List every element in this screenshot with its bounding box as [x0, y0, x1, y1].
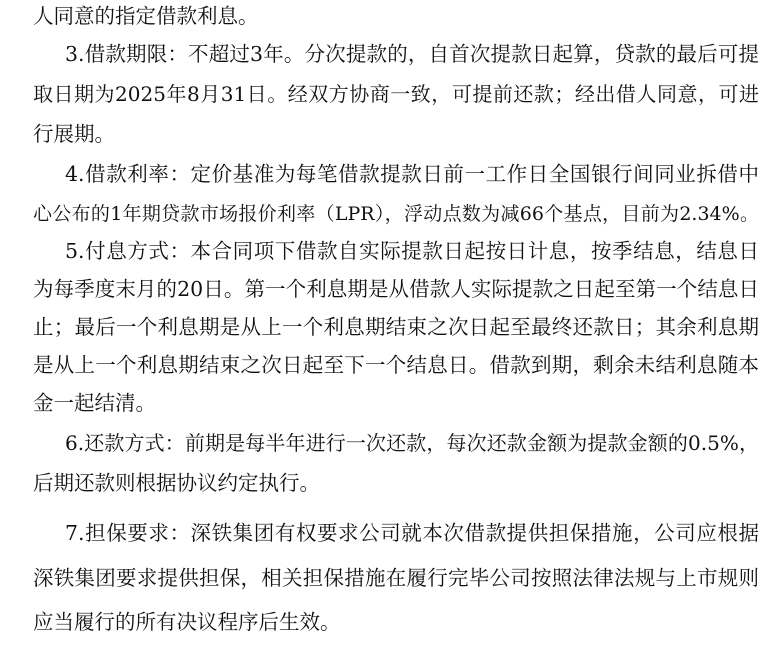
paragraph-interest-rate-line-2: 心公布的1年期贷款市场报价利率（LPR），浮动点数为减66个基点，目前为2.34%。 — [33, 203, 759, 225]
paragraph-interest-payment-line-5: 金一起结清。 — [33, 391, 156, 415]
paragraph-guarantee-line-2: 深铁集团要求提供担保，相关担保措施在履行完毕公司按照法律法规与上市规则 — [33, 566, 759, 590]
paragraph-interest-payment-line-2: 为每季度末月的20日。第一个利息期是从借款人实际提款之日起至第一个结息日 — [33, 277, 759, 301]
paragraph-repayment-line-1: 6.还款方式：前期是每半年进行一次还款，每次还款金额为提款金额的0.5%， — [65, 431, 759, 455]
paragraph-interest-rate-line-1: 4.借款利率：定价基准为每笔借款提款日前一工作日全国银行间同业拆借中 — [65, 162, 759, 186]
paragraph-interest-payment-line-4: 是从上一个利息期结束之次日起至下一个结息日。借款到期，剩余未结利息随本 — [33, 353, 759, 377]
paragraph-interest-payment-line-3: 止；最后一个利息期是从上一个利息期结束之次日起至最终还款日；其余利息期 — [33, 315, 759, 339]
paragraph-loan-term-line-2: 取日期为2025年8月31日。经双方协商一致，可提前还款；经出借人同意，可进 — [33, 82, 759, 106]
paragraph-guarantee-line-3: 应当履行的所有决议程序后生效。 — [33, 610, 341, 634]
paragraph-loan-term-line-1: 3.借款期限：不超过3年。分次提款的，自首次提款日起算，贷款的最后可提 — [65, 42, 759, 66]
paragraph-repayment-line-2: 后期还款则根据协议约定执行。 — [33, 471, 320, 495]
paragraph-interest-payment-line-1: 5.付息方式：本合同项下借款自实际提款日起按日计息，按季结息，结息日 — [65, 239, 759, 263]
paragraph-1-line-1: 人同意的指定借款利息。 — [33, 4, 259, 28]
paragraph-guarantee-line-1: 7.担保要求：深铁集团有权要求公司就本次借款提供担保措施，公司应根据 — [65, 521, 759, 545]
paragraph-loan-term-line-3: 行展期。 — [33, 122, 115, 146]
